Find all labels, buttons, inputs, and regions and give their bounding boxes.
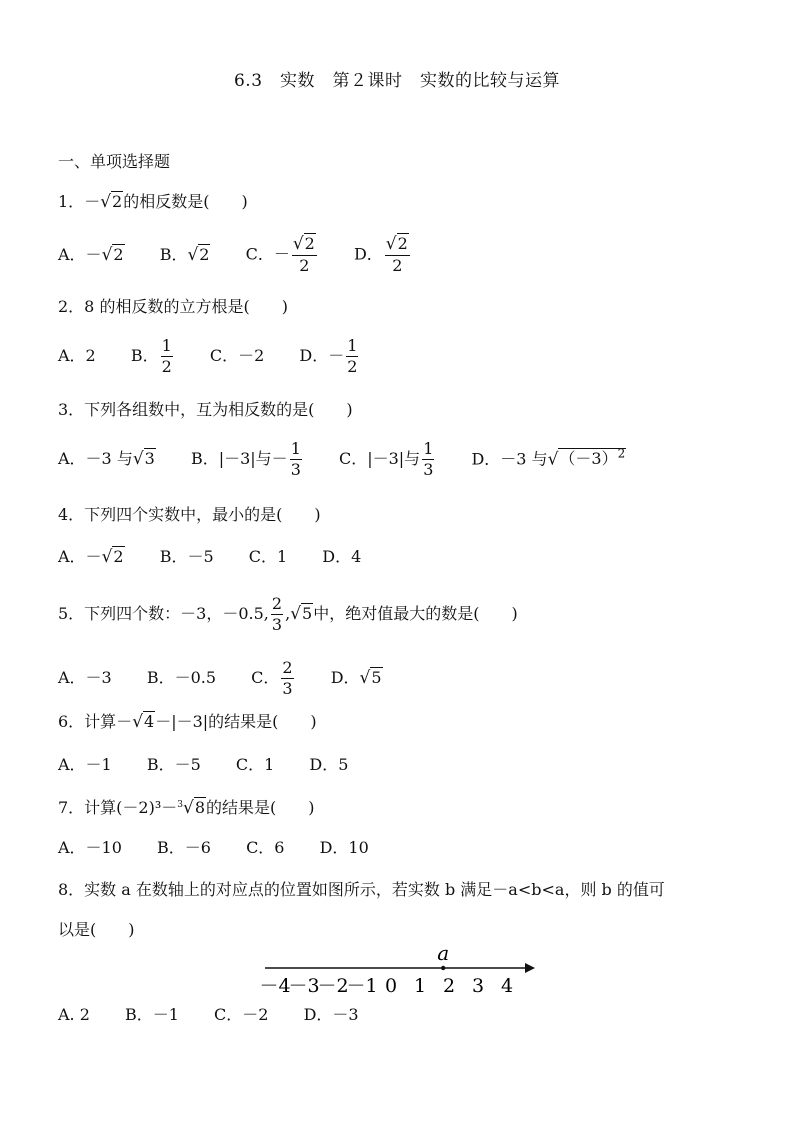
option-d[interactable]: D．10 bbox=[319, 838, 369, 857]
tick-label: －1 bbox=[346, 975, 378, 994]
question-5: 5．下列四个数：－3，－0.5, $\frac{2}{3}$ ,√5中，绝对值最大的数是( ) bbox=[58, 594, 518, 634]
question-5-options bbox=[58, 660, 413, 697]
section-heading: 一、单项选择题 bbox=[58, 152, 171, 171]
question-6-options bbox=[58, 755, 378, 775]
option-d[interactable]: D．4 bbox=[322, 547, 362, 566]
question-6: 6．计算－√4－|－3|的结果是( ) bbox=[58, 712, 317, 732]
point-a-label: a bbox=[437, 944, 450, 965]
option-c[interactable]: C．6 bbox=[246, 838, 285, 857]
question-3-options bbox=[58, 441, 656, 478]
question-8-options bbox=[58, 1005, 389, 1025]
option-b[interactable]: B．－5 bbox=[146, 755, 201, 774]
option-c[interactable]: C．1 bbox=[248, 547, 288, 566]
option-c[interactable]: C．1 bbox=[235, 755, 275, 774]
question-1: 1．－√2的相反数是( ) bbox=[58, 192, 248, 212]
question-7-options bbox=[58, 838, 399, 858]
option-d[interactable]: D．－ $\frac{1}{2}$ bbox=[299, 336, 358, 376]
tick-label: 4 bbox=[500, 975, 514, 994]
option-b[interactable]: B．|－3|与－ $\frac{1}{3}$ bbox=[190, 439, 301, 479]
question-4: 4．下列四个实数中，最小的是( ) bbox=[58, 505, 321, 524]
question-8-line-2: 以是( ) bbox=[58, 920, 135, 939]
question-1-options bbox=[58, 236, 442, 274]
tick-label: －4 bbox=[259, 975, 291, 994]
option-c[interactable]: C．－ $\frac{√2}{2}$ bbox=[245, 234, 315, 275]
question-7: 7．计算(－2)³－$^3$√8的结果是( ) bbox=[58, 798, 315, 818]
question-3: 3．下列各组数中，互为相反数的是( ) bbox=[58, 400, 353, 419]
option-a[interactable]: A．－3 bbox=[58, 668, 112, 687]
tick-label: 1 bbox=[413, 975, 427, 994]
tick-label: －2 bbox=[317, 975, 349, 994]
option-c[interactable]: C． $\frac{2}{3}$ bbox=[251, 658, 293, 698]
tick-label: 3 bbox=[471, 975, 485, 994]
option-d[interactable]: D．5 bbox=[309, 755, 349, 774]
option-b[interactable]: B．－1 bbox=[125, 1005, 179, 1024]
number-line bbox=[255, 944, 555, 994]
option-b[interactable]: B．－6 bbox=[157, 838, 211, 857]
question-2: 2．8 的相反数的立方根是( ) bbox=[58, 297, 288, 316]
option-a[interactable]: A．－3 与√3 bbox=[58, 449, 155, 469]
tick-label: －3 bbox=[288, 975, 320, 994]
arrow-right-icon bbox=[525, 963, 535, 973]
option-b[interactable]: B．－5 bbox=[159, 547, 214, 566]
option-d[interactable]: D．－3 bbox=[303, 1005, 359, 1024]
option-d[interactable]: D．√5 bbox=[330, 668, 382, 688]
option-d[interactable]: D． $\frac{√2}{2}$ bbox=[353, 234, 408, 275]
option-b[interactable]: B．√2 bbox=[159, 244, 210, 265]
option-c[interactable]: C．－2 bbox=[214, 1005, 269, 1024]
option-b[interactable]: B．－0.5 bbox=[146, 668, 217, 687]
page-title: 6.3 实数 第２课时 实数的比较与运算 bbox=[233, 71, 561, 91]
option-b[interactable]: B． $\frac{1}{2}$ bbox=[130, 336, 172, 376]
option-a[interactable]: A. 2 bbox=[58, 1005, 90, 1024]
point-a bbox=[441, 966, 445, 970]
sqrt-symbol: √2 bbox=[100, 192, 123, 212]
question-8-line-1: 8．实数 a 在数轴上的对应点的位置如图所示，若实数 b 满足－a<b<a，则 b 的值可 bbox=[58, 880, 665, 899]
option-a[interactable]: A．－10 bbox=[58, 838, 122, 857]
option-a[interactable]: A．－1 bbox=[58, 755, 112, 774]
option-c[interactable]: C．|－3|与 $\frac{1}{3}$ bbox=[338, 439, 434, 479]
question-4-options bbox=[58, 547, 391, 567]
option-a[interactable]: A．2 bbox=[58, 346, 96, 365]
option-d[interactable]: D．－3 与$√(-3)^2$ bbox=[471, 446, 626, 469]
tick-label: 2 bbox=[442, 975, 456, 994]
question-2-options bbox=[58, 338, 390, 375]
option-c[interactable]: C．－2 bbox=[209, 346, 265, 365]
option-a[interactable]: A．－√2 bbox=[58, 244, 124, 265]
option-a[interactable]: A．－√2 bbox=[58, 547, 124, 567]
tick-label: 0 bbox=[384, 975, 398, 994]
